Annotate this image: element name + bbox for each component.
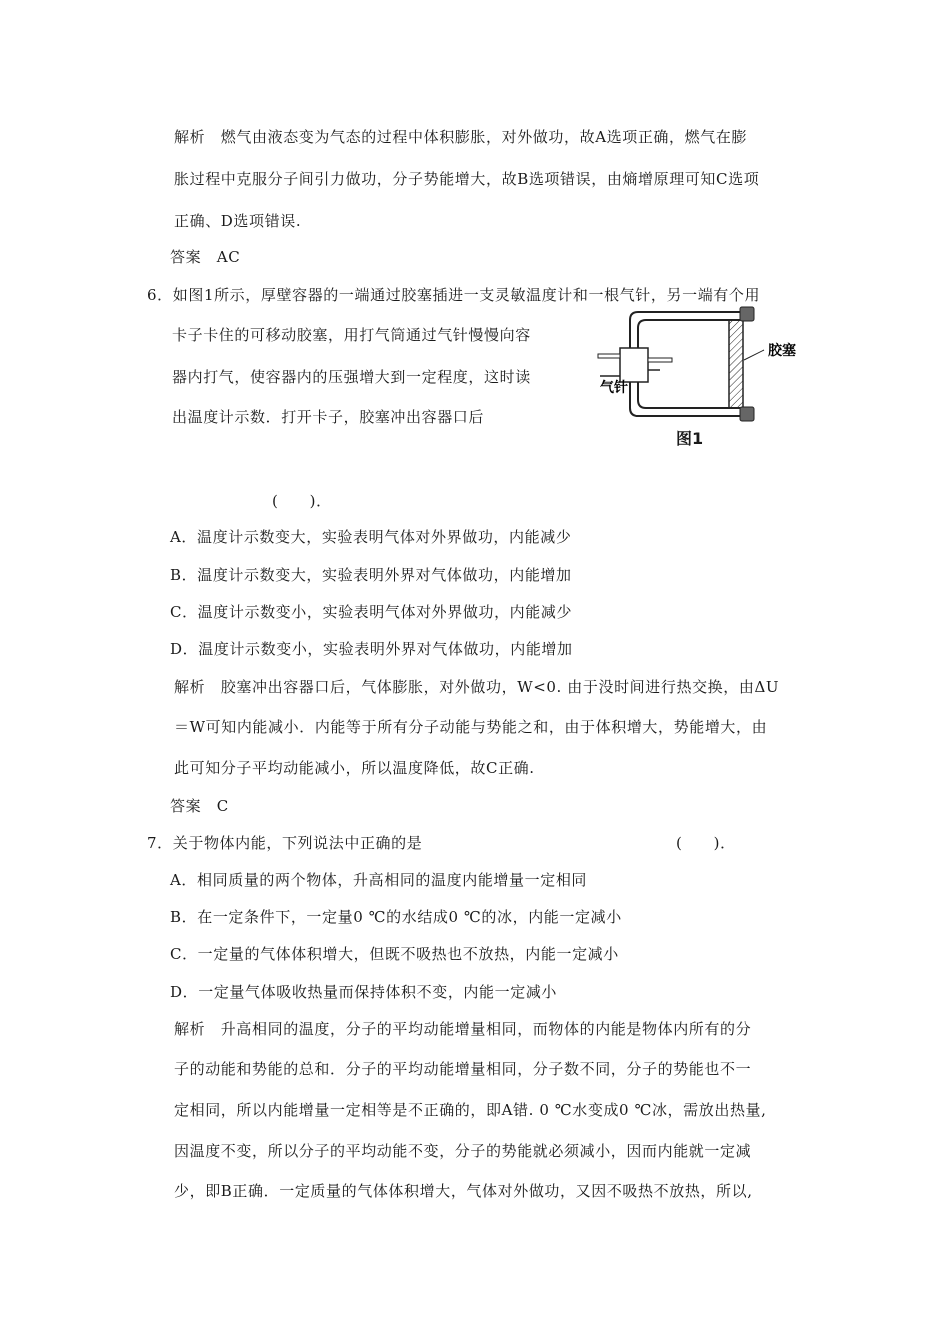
q6-answer: 答案 C	[170, 797, 229, 815]
q6-stem-line: 6．如图1所示，厚壁容器的一端通过胶塞插进一支灵敏温度计和一根气针，另一端有个用	[147, 286, 761, 304]
q7-option-a: A．相同质量的两个物体，升高相同的温度内能增量一定相同	[170, 871, 588, 889]
q7-answer-bracket: ( )．	[676, 834, 736, 852]
container-top-outer-wall	[630, 312, 740, 348]
container-bottom-inner-wall	[638, 382, 740, 408]
left-stopper	[620, 348, 648, 382]
q7-analysis-line: 定相同，所以内能增量一定相等是不正确的，即A错. 0 ℃水变成0 ℃冰，需放出热量,	[174, 1101, 767, 1119]
clamp-top	[740, 307, 754, 321]
q6-stem-line: 出温度计示数．打开卡子，胶塞冲出容器口后	[172, 408, 485, 426]
q5-analysis-line: 正确、D选项错误.	[174, 212, 302, 230]
q6-option-a: A．温度计示数变大，实验表明气体对外界做功，内能减少	[170, 528, 572, 546]
q6-analysis-line: 解析 胶塞冲出容器口后，气体膨胀，对外做功，W<0. 由于没时间进行热交换，由ΔU	[174, 678, 780, 696]
q7-stem: 7．关于物体内能，下列说法中正确的是	[147, 834, 423, 852]
q7-analysis-line: 少，即B正确．一定质量的气体体积增大，气体对外做功，又因不吸热不放热，所以,	[174, 1182, 753, 1200]
thermometer-inner	[648, 358, 672, 362]
q6-answer-bracket: ( )．	[272, 492, 332, 510]
q7-analysis-line: 因温度不变，所以分子的平均动能不变，分子的势能就必须减小，因而内能就一定减	[174, 1142, 752, 1160]
q7-analysis-line: 解析 升高相同的温度，分子的平均动能增量相同，而物体的内能是物体内所有的分	[174, 1020, 752, 1038]
q6-stem-line: 器内打气，使容器内的压强增大到一定程度，这时读	[172, 368, 531, 386]
q6-option-b: B．温度计示数变大，实验表明外界对气体做功，内能增加	[170, 566, 572, 584]
q6-option-d: D．温度计示数变小，实验表明外界对气体做功，内能增加	[170, 640, 573, 658]
q5-analysis-line: 解析 燃气由液态变为气态的过程中体积膨胀，对外做功，故A选项正确，燃气在膨	[174, 128, 748, 146]
q6-analysis-line: 此可知分子平均动能减小，所以温度降低，故C正确.	[174, 759, 535, 777]
q7-option-d: D．一定量气体吸收热量而保持体积不变，内能一定减小	[170, 983, 558, 1001]
plug-leader-line	[744, 350, 764, 360]
thermometer	[598, 354, 620, 358]
rubber-plug	[729, 320, 743, 408]
q5-answer: 答案 AC	[170, 248, 241, 266]
q5-analysis-line: 胀过程中克服分子间引力做功，分子势能增大，故B选项错误，由熵增原理可知C选项	[174, 170, 760, 188]
q6-option-c: C．温度计示数变小，实验表明气体对外界做功，内能减少	[170, 603, 573, 621]
q7-option-b: B．在一定条件下，一定量0 ℃的水结成0 ℃的冰，内能一定减小	[170, 908, 622, 926]
container-bottom-outer-wall	[630, 382, 740, 416]
q6-analysis-line: ＝W可知内能减小．内能等于所有分子动能与势能之和，由于体积增大，势能增大，由	[174, 718, 768, 736]
label-plug: 胶塞	[768, 343, 796, 359]
q6-stem-line: 卡子卡住的可移动胶塞，用打气筒通过气针慢慢向容	[172, 326, 531, 344]
q7-analysis-line: 子的动能和势能的总和．分子的平均动能增量相同，分子数不同，分子的势能也不一	[174, 1060, 752, 1078]
clamp-bottom	[740, 407, 754, 421]
container-top-inner-wall	[638, 320, 740, 348]
container-diagram	[590, 300, 830, 430]
figure-1-container-diagram	[590, 300, 830, 450]
label-needle: 气针	[600, 380, 628, 396]
q7-option-c: C．一定量的气体体积增大，但既不吸热也不放热，内能一定减小	[170, 945, 619, 963]
figure-caption: 图1	[676, 429, 704, 448]
